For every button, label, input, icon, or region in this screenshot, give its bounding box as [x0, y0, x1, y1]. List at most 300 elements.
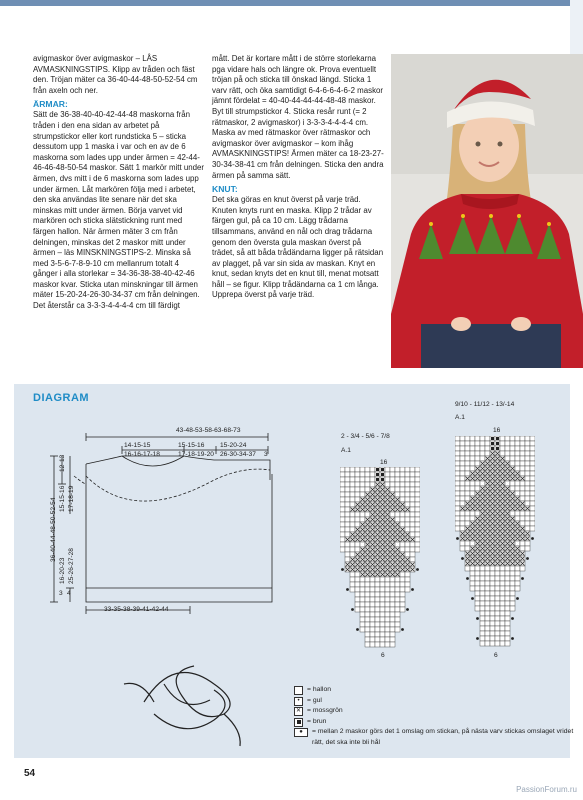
legend-text: = mellan 2 maskor görs det 1 omslag om stickan, på nästa varv stickas omslaget vridet rätt, det ska inte bli hål	[312, 728, 574, 746]
chart-cell	[455, 456, 460, 461]
chart-cell	[505, 641, 510, 646]
chart-cell	[485, 566, 490, 571]
chart-cell	[360, 612, 365, 617]
chart-cell	[350, 582, 355, 587]
chart-cell	[530, 521, 535, 526]
chart-cell	[520, 441, 525, 446]
chart-cell	[370, 472, 375, 477]
chart-cell	[520, 466, 525, 471]
chart-decrease-dot	[521, 577, 524, 580]
chart-cell	[340, 467, 345, 472]
chart-decrease-dot	[411, 588, 414, 591]
chart-cell	[480, 596, 485, 601]
legend-item	[294, 706, 574, 717]
chart-cell	[455, 506, 460, 511]
chart-cell	[460, 446, 465, 451]
chart-cell	[370, 482, 375, 487]
chart-cell	[410, 492, 415, 497]
chart-cell	[410, 522, 415, 527]
chart-cell	[525, 471, 530, 476]
chart-cell	[490, 571, 495, 576]
chart-cell	[400, 542, 405, 547]
chart-cell	[485, 601, 490, 606]
chart-cell	[480, 606, 485, 611]
chart-cell	[390, 487, 395, 492]
chart-cell	[355, 607, 360, 612]
chart-cell	[385, 632, 390, 637]
chart-cell	[370, 612, 375, 617]
chart-decrease-dot	[511, 637, 514, 640]
chart-cell	[505, 621, 510, 626]
chart-cell	[340, 477, 345, 482]
chart-cell	[375, 617, 380, 622]
chart-cell	[405, 502, 410, 507]
chart-cell	[525, 526, 530, 531]
chart-cell	[370, 467, 375, 472]
chart-cell	[385, 612, 390, 617]
chart-cell	[400, 492, 405, 497]
chart-cell	[490, 596, 495, 601]
chart-cell	[360, 512, 365, 517]
chart-cell	[480, 581, 485, 586]
chart-cell	[360, 602, 365, 607]
chart-cell	[390, 482, 395, 487]
chart-cell	[515, 586, 520, 591]
chart-fill	[376, 478, 379, 481]
chart-cell	[410, 517, 415, 522]
chart-cell	[350, 527, 355, 532]
chart-cell	[400, 497, 405, 502]
chart-cell	[515, 461, 520, 466]
chart-cell	[405, 542, 410, 547]
chart-cell	[505, 566, 510, 571]
chart-cell	[360, 487, 365, 492]
chart-cell	[415, 527, 420, 532]
chart-cell	[385, 467, 390, 472]
chart-cell	[405, 582, 410, 587]
chart-cell	[515, 491, 520, 496]
chart-cell	[455, 446, 460, 451]
chart1-bottom-count: 6	[381, 652, 385, 659]
chart-cell	[485, 616, 490, 621]
chart-cell	[380, 632, 385, 637]
chart-cell	[370, 632, 375, 637]
chart-cell	[405, 512, 410, 517]
chart-cell	[460, 501, 465, 506]
chart-cell	[530, 446, 535, 451]
chart-cell	[395, 487, 400, 492]
chart-cell	[530, 456, 535, 461]
chart-cell	[470, 441, 475, 446]
chart-decrease-dot	[461, 557, 464, 560]
chart-cell	[400, 482, 405, 487]
chart-cell	[480, 571, 485, 576]
chart-cell	[510, 571, 515, 576]
chart-cell	[400, 512, 405, 517]
chart-cell	[400, 487, 405, 492]
chart1-name: A.1	[341, 447, 351, 454]
chart-cell	[460, 546, 465, 551]
chart-cell	[390, 472, 395, 477]
chart-cell	[455, 476, 460, 481]
chart-cell	[505, 446, 510, 451]
chart-cell	[415, 532, 420, 537]
chart-cell	[470, 436, 475, 441]
chart-cell	[510, 566, 515, 571]
chart-cell	[410, 547, 415, 552]
chart-cell	[475, 571, 480, 576]
chart-cell	[480, 436, 485, 441]
chart-cell	[385, 472, 390, 477]
chart-cell	[365, 477, 370, 482]
chart-cell	[405, 547, 410, 552]
chart-cell	[375, 592, 380, 597]
chart-cell	[510, 601, 515, 606]
chart-cell	[380, 577, 385, 582]
chart-cell	[455, 511, 460, 516]
chart-cell	[465, 446, 470, 451]
chart-cell	[405, 522, 410, 527]
chart-cell	[415, 522, 420, 527]
chart-cell	[495, 576, 500, 581]
chart-cell	[475, 456, 480, 461]
chart-cell	[365, 642, 370, 647]
chart-cell	[385, 617, 390, 622]
chart-cell	[345, 557, 350, 562]
cross-square-icon: ✕	[295, 708, 302, 715]
chart-cell	[520, 446, 525, 451]
chart-cell	[350, 577, 355, 582]
chart-cell	[465, 471, 470, 476]
chart-cell	[515, 456, 520, 461]
chart-cell	[470, 576, 475, 581]
chart-cell	[415, 492, 420, 497]
chart-cell	[340, 522, 345, 527]
chart-fill	[491, 447, 494, 450]
chart-cell	[480, 456, 485, 461]
chart-cell	[455, 441, 460, 446]
chart-cell	[355, 597, 360, 602]
chart2-bottom-count: 6	[494, 652, 498, 659]
chart-cell	[340, 532, 345, 537]
chart-cell	[475, 586, 480, 591]
left-column	[33, 54, 205, 312]
chart-cell	[460, 541, 465, 546]
chart-cell	[370, 607, 375, 612]
chart-cell	[470, 581, 475, 586]
chart-cell	[345, 492, 350, 497]
chart-cell	[355, 582, 360, 587]
chart-cell	[350, 542, 355, 547]
page-number: 54	[24, 768, 36, 779]
chart-cell	[475, 451, 480, 456]
chart-cell	[400, 547, 405, 552]
bottom-width-label: 33-35-38-39-41-42-44	[104, 606, 169, 613]
chart-cell	[410, 532, 415, 537]
chart-cell	[485, 606, 490, 611]
chart-cell	[470, 566, 475, 571]
chart-cell	[370, 577, 375, 582]
chart-cell	[370, 617, 375, 622]
chart-cell	[500, 576, 505, 581]
chart-decrease-dot	[476, 617, 479, 620]
chart-cell	[350, 477, 355, 482]
chart-cell	[410, 542, 415, 547]
tree-chart-small	[340, 467, 420, 651]
chart-cell	[350, 472, 355, 477]
chart-cell	[510, 596, 515, 601]
legend-text: = gul	[307, 696, 322, 704]
chart-cell	[490, 621, 495, 626]
chart-cell	[460, 461, 465, 466]
chart-cell	[475, 481, 480, 486]
legend-item	[294, 717, 574, 728]
chart-cell	[460, 466, 465, 471]
chart-decrease-dot	[476, 637, 479, 640]
chart-decrease-dot	[466, 577, 469, 580]
chart-cell	[490, 591, 495, 596]
chart-cell	[475, 461, 480, 466]
chart-cell	[465, 441, 470, 446]
chart-cell	[455, 501, 460, 506]
chart-cell	[495, 626, 500, 631]
chart-cell	[485, 631, 490, 636]
chart-cell	[505, 571, 510, 576]
chart-cell	[510, 511, 515, 516]
chart-cell	[405, 477, 410, 482]
body-length-label-2: 25-26-27-28	[68, 548, 75, 584]
chart-cell	[385, 642, 390, 647]
chart-cell	[495, 616, 500, 621]
chart-cell	[505, 456, 510, 461]
chart-cell	[350, 517, 355, 522]
chart-cell	[365, 582, 370, 587]
chart-cell	[360, 577, 365, 582]
chart-cell	[525, 481, 530, 486]
chart-cell	[345, 497, 350, 502]
chart-cell	[460, 516, 465, 521]
chart-cell	[385, 602, 390, 607]
chart-cell	[500, 596, 505, 601]
chart-cell	[485, 596, 490, 601]
chart-cell	[390, 587, 395, 592]
chart-cell	[350, 502, 355, 507]
chart-cell	[500, 641, 505, 646]
sleeve-label-2: 26-30-34-37	[220, 451, 256, 458]
chart-cell	[345, 467, 350, 472]
chart-cell	[470, 466, 475, 471]
chart-cell	[500, 581, 505, 586]
chart-cell	[510, 586, 515, 591]
chart-cell	[390, 612, 395, 617]
chart-cell	[470, 586, 475, 591]
chart-cell	[340, 537, 345, 542]
chart-cell	[460, 526, 465, 531]
chart-cell	[380, 607, 385, 612]
chart-cell	[460, 521, 465, 526]
chart-cell	[415, 502, 420, 507]
chart-cell	[395, 472, 400, 477]
chart-cell	[345, 502, 350, 507]
chart-cell	[400, 477, 405, 482]
chart-cell	[525, 541, 530, 546]
chart-cell	[525, 461, 530, 466]
chart-cell	[355, 522, 360, 527]
chart-cell	[480, 631, 485, 636]
chart-cell	[525, 511, 530, 516]
chart-cell	[385, 582, 390, 587]
chart-cell	[385, 627, 390, 632]
chart-cell	[485, 446, 490, 451]
chart-cell	[340, 492, 345, 497]
chart-cell	[380, 602, 385, 607]
chart-cell	[530, 496, 535, 501]
chart-cell	[500, 451, 505, 456]
chart2-sizes: 9/10 - 11/12 - 13/-14	[455, 401, 515, 408]
chart-cell	[505, 436, 510, 441]
chart-cell	[495, 586, 500, 591]
chart-cell	[395, 467, 400, 472]
chart-cell	[500, 591, 505, 596]
chart-cell	[395, 517, 400, 522]
chart-decrease-dot	[516, 597, 519, 600]
chart-cell	[495, 566, 500, 571]
chart-decrease-dot	[416, 568, 419, 571]
chart-cell	[365, 622, 370, 627]
chart-cell	[375, 602, 380, 607]
chart-cell	[405, 577, 410, 582]
chart-cell	[370, 602, 375, 607]
chart-cell	[475, 606, 480, 611]
chart-cell	[475, 581, 480, 586]
chart-cell	[410, 557, 415, 562]
chart-fill	[376, 473, 379, 476]
chart-cell	[455, 496, 460, 501]
chart-cell	[525, 451, 530, 456]
chart-cell	[410, 472, 415, 477]
chart-cell	[520, 456, 525, 461]
chart-cell	[350, 487, 355, 492]
chart-cell	[400, 602, 405, 607]
chart-cell	[525, 476, 530, 481]
chart-cell	[350, 587, 355, 592]
chart-cell	[465, 466, 470, 471]
chart-cell	[480, 566, 485, 571]
chart-cell	[525, 491, 530, 496]
chart-cell	[405, 472, 410, 477]
chart-cell	[395, 512, 400, 517]
chart-cell	[385, 477, 390, 482]
chart-cell	[375, 607, 380, 612]
chart-cell	[510, 456, 515, 461]
chart-cell	[395, 492, 400, 497]
legend-item	[294, 696, 574, 707]
chart-cell	[515, 446, 520, 451]
chart-cell	[530, 436, 535, 441]
chart-cell	[375, 622, 380, 627]
chart-cell	[395, 482, 400, 487]
chart-cell	[480, 626, 485, 631]
chart-fill	[496, 447, 499, 450]
chart-cell	[510, 576, 515, 581]
chart-cell	[345, 477, 350, 482]
chart-cell	[495, 601, 500, 606]
chart-cell	[360, 582, 365, 587]
chart-cell	[480, 441, 485, 446]
chart-cell	[365, 467, 370, 472]
chart-cell	[485, 626, 490, 631]
chart-cell	[380, 617, 385, 622]
chart-cell	[525, 441, 530, 446]
chart-cell	[480, 591, 485, 596]
chart-cell	[345, 512, 350, 517]
chart-cell	[470, 541, 475, 546]
chart-cell	[465, 456, 470, 461]
chart-decrease-dot	[351, 608, 354, 611]
chart-cell	[500, 571, 505, 576]
chart-cell	[355, 547, 360, 552]
chart-cell	[365, 577, 370, 582]
neck-width-label-2: 16-16-17-18	[124, 451, 160, 458]
chart-cell	[395, 577, 400, 582]
chart-cell	[495, 596, 500, 601]
chart-cell	[515, 581, 520, 586]
chart-cell	[515, 451, 520, 456]
chart-cell	[490, 581, 495, 586]
chart-cell	[460, 511, 465, 516]
chart-cell	[465, 436, 470, 441]
chart-cell	[355, 602, 360, 607]
legend-text: = hallon	[307, 686, 331, 693]
chart-cell	[510, 481, 515, 486]
chart-cell	[455, 491, 460, 496]
chart-cell	[370, 622, 375, 627]
chart-cell	[505, 576, 510, 581]
chart-cell	[520, 546, 525, 551]
chart-cell	[360, 622, 365, 627]
chart-cell	[520, 516, 525, 521]
chart-cell	[365, 587, 370, 592]
chart-cell	[365, 627, 370, 632]
chart-cell	[495, 606, 500, 611]
chart-cell	[460, 456, 465, 461]
chart-cell	[390, 597, 395, 602]
chart-cell	[340, 507, 345, 512]
chart-cell	[365, 482, 370, 487]
chart-cell	[380, 592, 385, 597]
chart-cell	[380, 587, 385, 592]
chart-cell	[405, 487, 410, 492]
chart-cell	[390, 617, 395, 622]
chart-cell	[470, 571, 475, 576]
chart-cell	[340, 517, 345, 522]
chart-cell	[345, 487, 350, 492]
chart-cell	[340, 527, 345, 532]
chart-cell	[370, 637, 375, 642]
chart-cell	[515, 511, 520, 516]
chart-cell	[365, 597, 370, 602]
chart-cell	[500, 626, 505, 631]
middle-column	[212, 54, 384, 301]
chart-cell	[515, 576, 520, 581]
chart-cell	[460, 436, 465, 441]
chart-cell	[360, 477, 365, 482]
chart-cell	[520, 486, 525, 491]
chart-cell	[525, 436, 530, 441]
chart-cell	[455, 481, 460, 486]
top-bar	[0, 0, 583, 6]
chart-cell	[405, 527, 410, 532]
